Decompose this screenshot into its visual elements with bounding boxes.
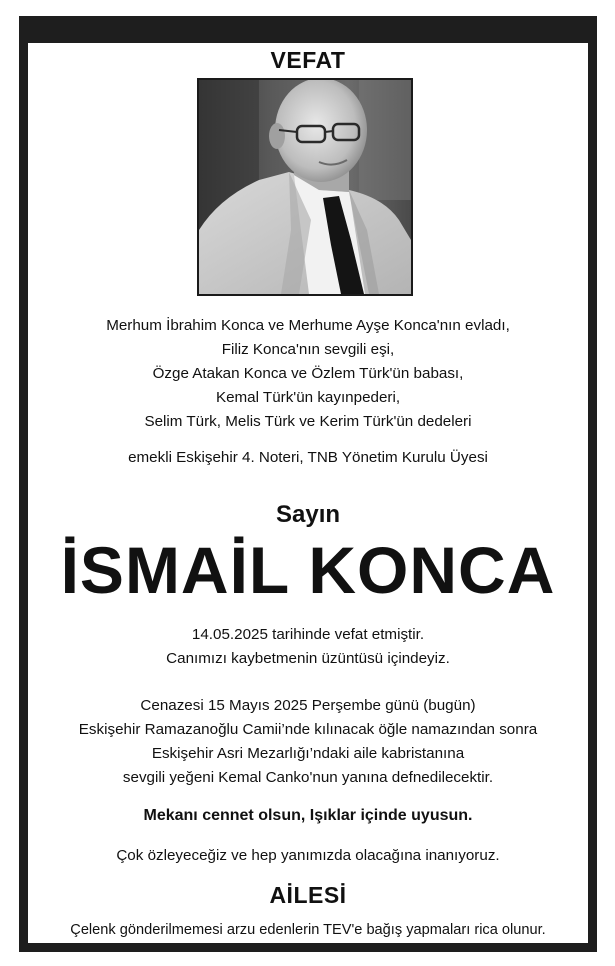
funeral-line: sevgili yeğeni Kemal Canko'nun yanına defnedilecektir. bbox=[122, 769, 494, 786]
funeral-line: Eskişehir Asri Mezarlığı’ndaki aile kabristanına bbox=[151, 745, 465, 762]
obituary-notice bbox=[28, 43, 588, 943]
farewell-line: Çok özleyeceğiz ve hep yanımızda olacağına inanıyoruz. bbox=[116, 847, 500, 864]
honorific: Sayın bbox=[275, 501, 341, 528]
occupation-line: emekli Eskişehir 4. Noteri, TNB Yönetim Kurulu Üyesi bbox=[128, 449, 488, 466]
family-line: Kemal Türk'ün kayınpederi, bbox=[215, 389, 401, 406]
notice-heading: VEFAT bbox=[270, 47, 346, 73]
family-line: Özge Atakan Konca ve Özlem Türk'ün babası, bbox=[152, 365, 464, 382]
funeral-details bbox=[28, 694, 588, 790]
funeral-line: Cenazesi 15 Mayıs 2025 Perşembe günü (bugün) bbox=[140, 697, 476, 714]
family-line: Merhum İbrahim Konca ve Merhume Ayşe Konca'nın evladı, bbox=[106, 317, 510, 334]
notice-border bbox=[19, 16, 597, 952]
prayer-line: Mekanı cennet olsun, Işıklar içinde uyusun. bbox=[143, 807, 473, 824]
death-line: 14.05.2025 tarihinde vefat etmiştir. bbox=[191, 626, 425, 643]
family-relations bbox=[28, 314, 588, 434]
death-announcement bbox=[28, 623, 588, 671]
family-line: Filiz Konca'nın sevgili eşi, bbox=[221, 341, 395, 358]
wreath-note: Çelenk gönderilmemesi arzu edenlerin TEV'e bağış yapmaları rica olunur. bbox=[70, 922, 546, 938]
family-signature: AİLESİ bbox=[269, 882, 347, 908]
deceased-name: İSMAİL KONCA bbox=[60, 533, 556, 607]
deceased-portrait-photo bbox=[197, 78, 413, 296]
funeral-line: Eskişehir Ramazanoğlu Camii’nde kılınacak öğle namazından sonra bbox=[78, 721, 538, 738]
family-line: Selim Türk, Melis Türk ve Kerim Türk'ün dedeleri bbox=[144, 413, 472, 430]
death-line: Canımızı kaybetmenin üzüntüsü içindeyiz. bbox=[166, 650, 450, 667]
